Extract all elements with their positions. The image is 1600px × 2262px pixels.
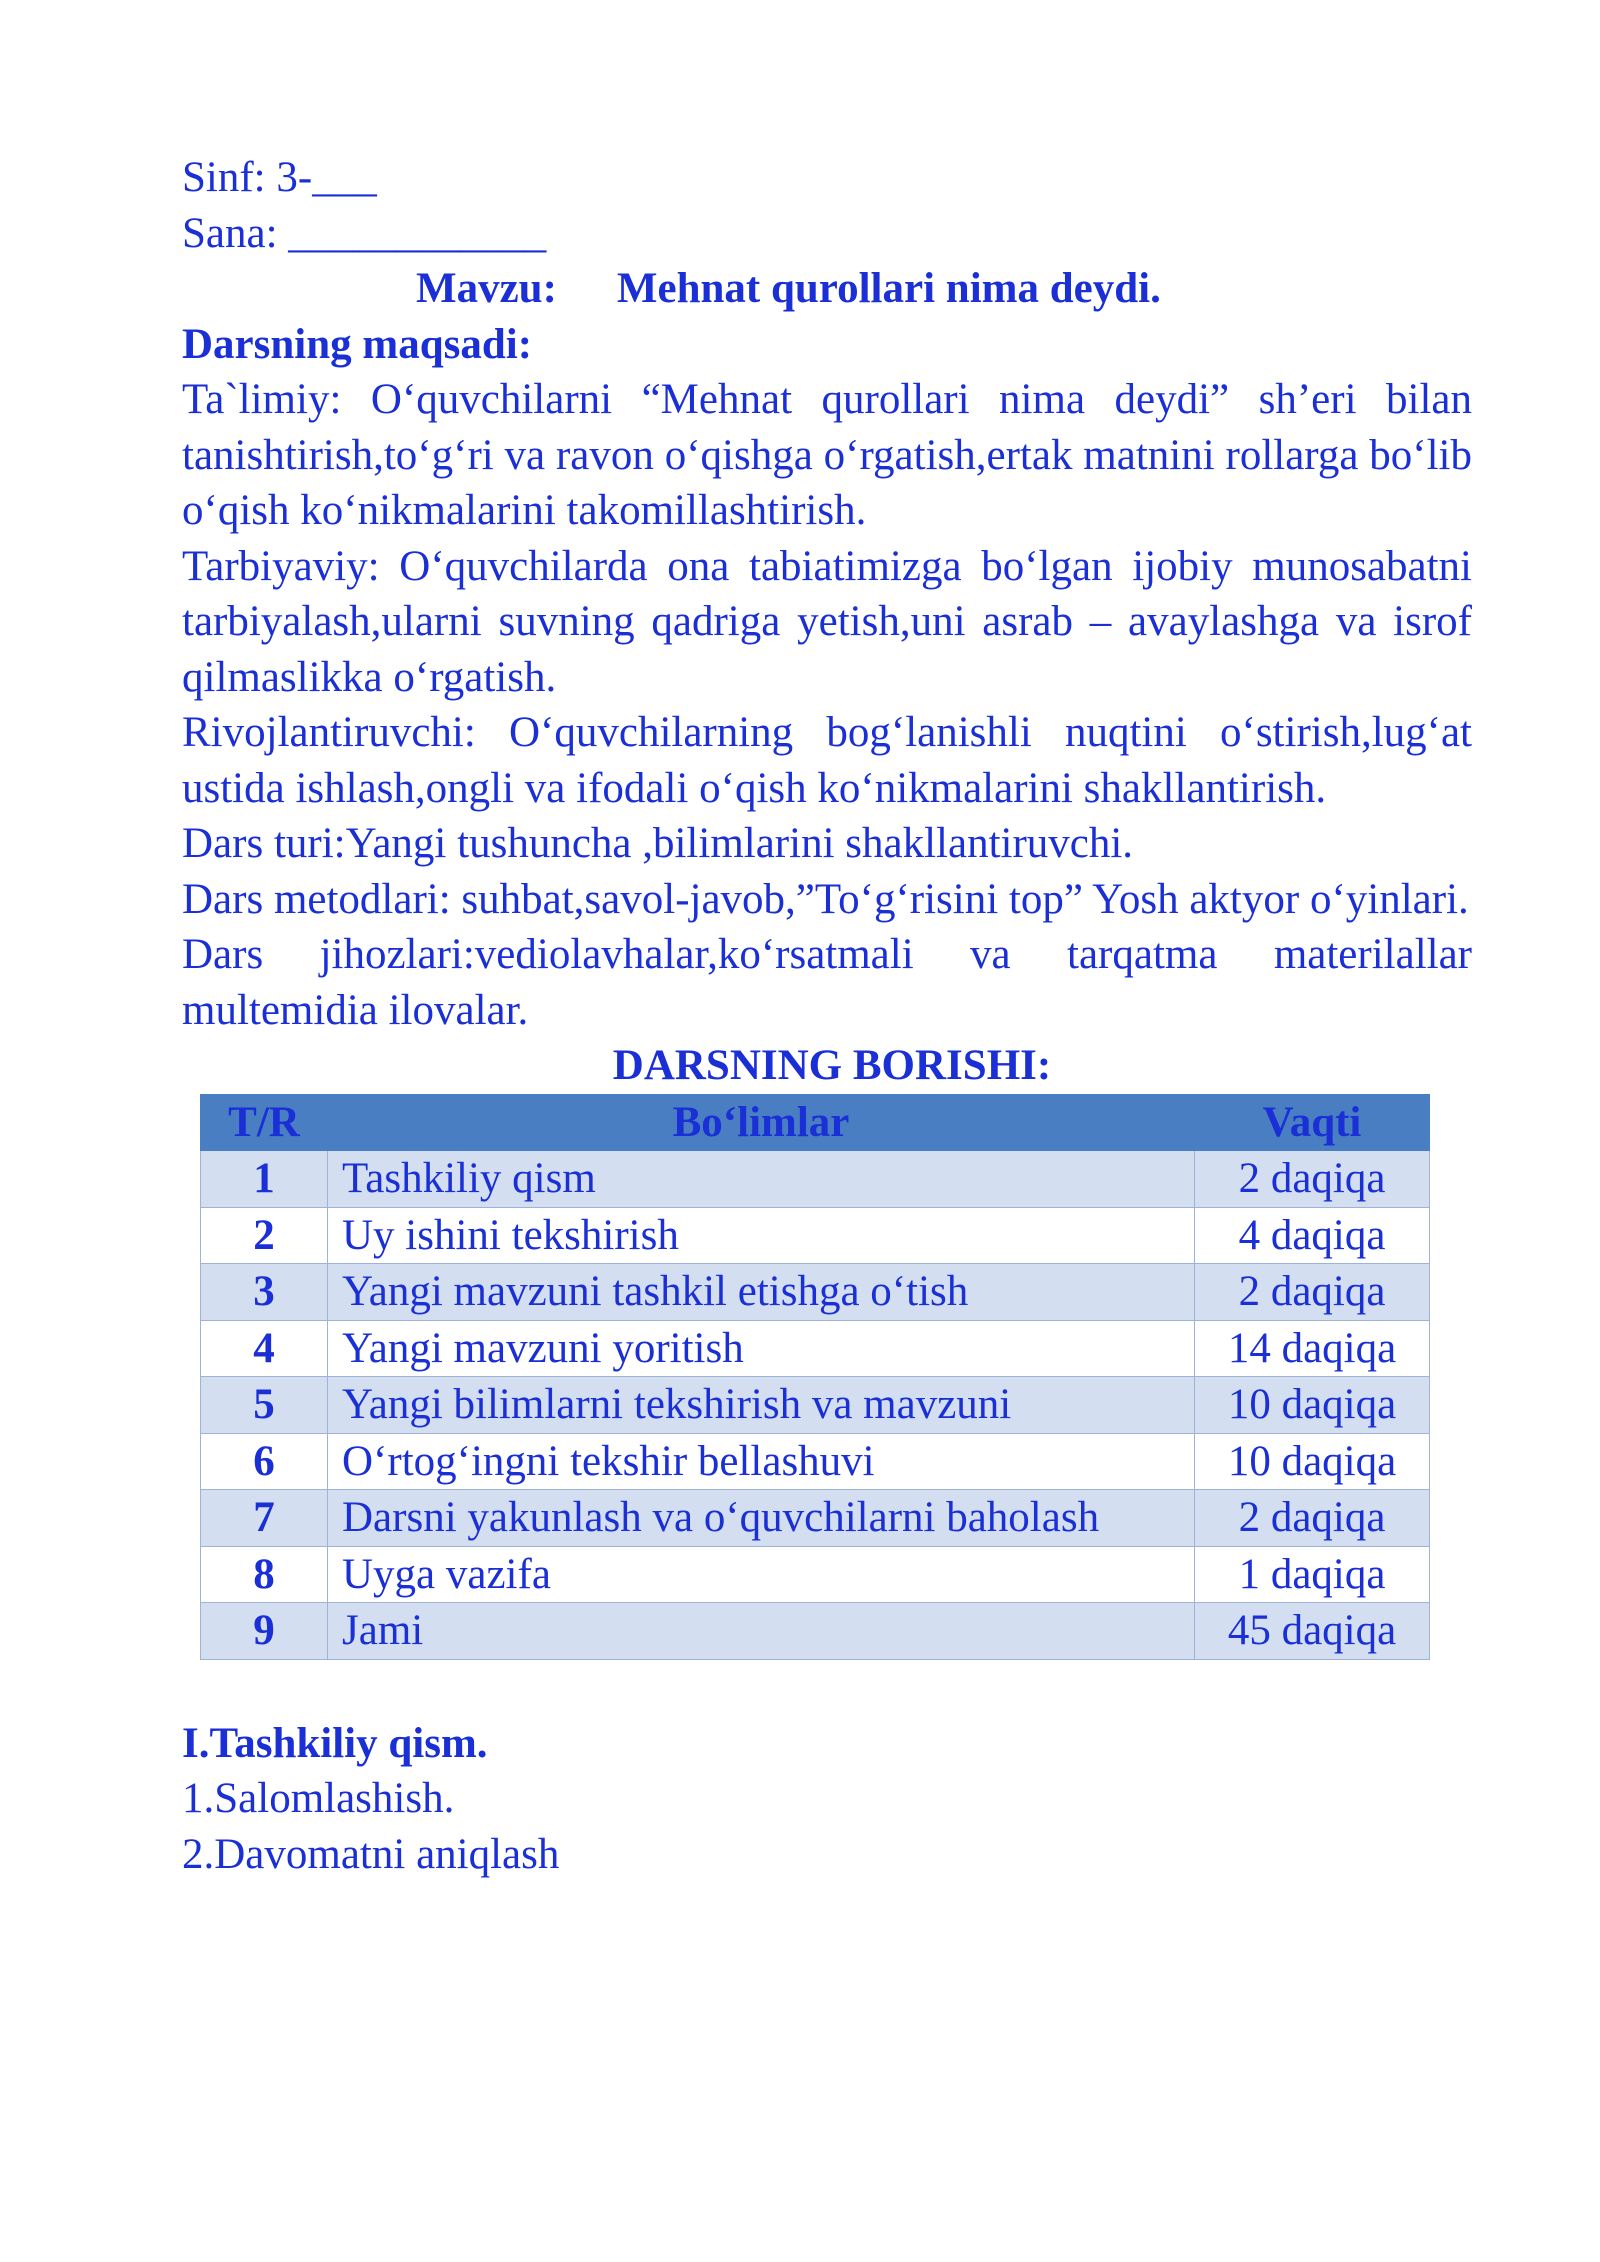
part1-item: 1.Salomlashish. — [182, 1775, 455, 1822]
table-row — [201, 1207, 1430, 1264]
lesson-equipment: Dars jihozlari:vediolavhalar,ko‘rsatmali va tarqatma materilallar multemidia ilovalar. — [182, 931, 1472, 1034]
upbringing-goal: Tarbiyaviy: O‘quvchilarda ona tabiatimizga bo‘lgan ijobiy munosabatni tarbiyalash,ularni suvning qadriga yetish,uni asrab – avaylashga va isrof qilmaslikka o‘rgatish. — [182, 542, 1472, 701]
row-number: 2 — [201, 1207, 328, 1264]
topic-line — [182, 261, 1472, 317]
row-section: Uy ishini tekshirish — [328, 1207, 1195, 1264]
lesson-type: Dars turi:Yangi tushuncha ,bilimlarini shakllantiruvchi. — [182, 820, 1134, 867]
topic-title: Mehnat qurollari nima deydi. — [616, 265, 1161, 312]
row-section: Yangi bilimlarni tekshirish va mavzuni — [328, 1377, 1195, 1434]
row-time: 2 daqiqa — [1195, 1151, 1430, 1208]
row-number: 3 — [201, 1264, 328, 1321]
column-header-sections: Bo‘limlar — [328, 1094, 1195, 1151]
lesson-plan-table — [200, 1094, 1430, 1660]
table-row — [201, 1377, 1430, 1434]
row-number: 1 — [201, 1151, 328, 1208]
document-page — [182, 150, 1472, 1882]
row-number: 5 — [201, 1377, 328, 1434]
table-row — [201, 1603, 1430, 1660]
row-time: 10 daqiqa — [1195, 1433, 1430, 1490]
row-time: 45 daqiqa — [1195, 1603, 1430, 1660]
topic-label: Mavzu: — [416, 265, 557, 312]
goals-heading: Darsning maqsadi: — [182, 320, 533, 368]
table-row — [201, 1433, 1430, 1490]
table-row — [201, 1320, 1430, 1377]
plan-heading: DARSNING BORISHI: — [612, 1042, 1052, 1089]
table-row — [201, 1151, 1430, 1208]
row-time: 4 daqiqa — [1195, 1207, 1430, 1264]
row-section: O‘rtog‘ingni tekshir bellashuvi — [328, 1433, 1195, 1490]
table-header-row — [201, 1094, 1430, 1151]
row-section: Darsni yakunlash va o‘quvchilarni baholash — [328, 1490, 1195, 1547]
part1-heading: I.Tashkiliy qism. — [182, 1719, 488, 1767]
row-section: Yangi mavzuni tashkil etishga o‘tish — [328, 1264, 1195, 1321]
row-section: Tashkiliy qism — [328, 1151, 1195, 1208]
table-row — [201, 1264, 1430, 1321]
row-number: 6 — [201, 1433, 328, 1490]
column-header-time: Vaqti — [1195, 1094, 1430, 1151]
developmental-goal: Rivojlantiruvchi: O‘quvchilarning bog‘lanishli nuqtini o‘stirish,lug‘at ustida ishlash,ongli va ifodali o‘qish ko‘nikmalarini shakllantirish. — [182, 709, 1472, 812]
row-time: 2 daqiqa — [1195, 1490, 1430, 1547]
row-number: 7 — [201, 1490, 328, 1547]
table-row — [201, 1546, 1430, 1603]
date-line: Sana: ____________ — [182, 209, 547, 257]
row-time: 2 daqiqa — [1195, 1264, 1430, 1321]
row-number: 9 — [201, 1603, 328, 1660]
row-number: 8 — [201, 1546, 328, 1603]
part1-item: 2.Davomatni aniqlash — [182, 1830, 560, 1878]
row-number: 4 — [201, 1320, 328, 1377]
lesson-methods: Dars metodlari: suhbat,savol-javob,”To‘g‘risini top” Yosh aktyor o‘yinlari. — [182, 875, 1469, 923]
row-section: Jami — [328, 1603, 1195, 1660]
class-line: Sinf: 3-___ — [182, 154, 377, 201]
row-time: 1 daqiqa — [1195, 1546, 1430, 1603]
row-time: 10 daqiqa — [1195, 1377, 1430, 1434]
educational-goal: Ta`limiy: O‘quvchilarni “Mehnat qurollari nima deydi” sh’eri bilan tanishtirish,to‘g‘ri va ravon o‘qishga o‘rgatish,ertak matnini rollarga bo‘lib o‘qish ko‘nikmalarini takomillashtirish. — [182, 376, 1472, 534]
row-time: 14 daqiqa — [1195, 1320, 1430, 1377]
row-section: Yangi mavzuni yoritish — [328, 1320, 1195, 1377]
row-section: Uyga vazifa — [328, 1546, 1195, 1603]
table-row — [201, 1490, 1430, 1547]
column-header-number: T/R — [201, 1094, 328, 1151]
